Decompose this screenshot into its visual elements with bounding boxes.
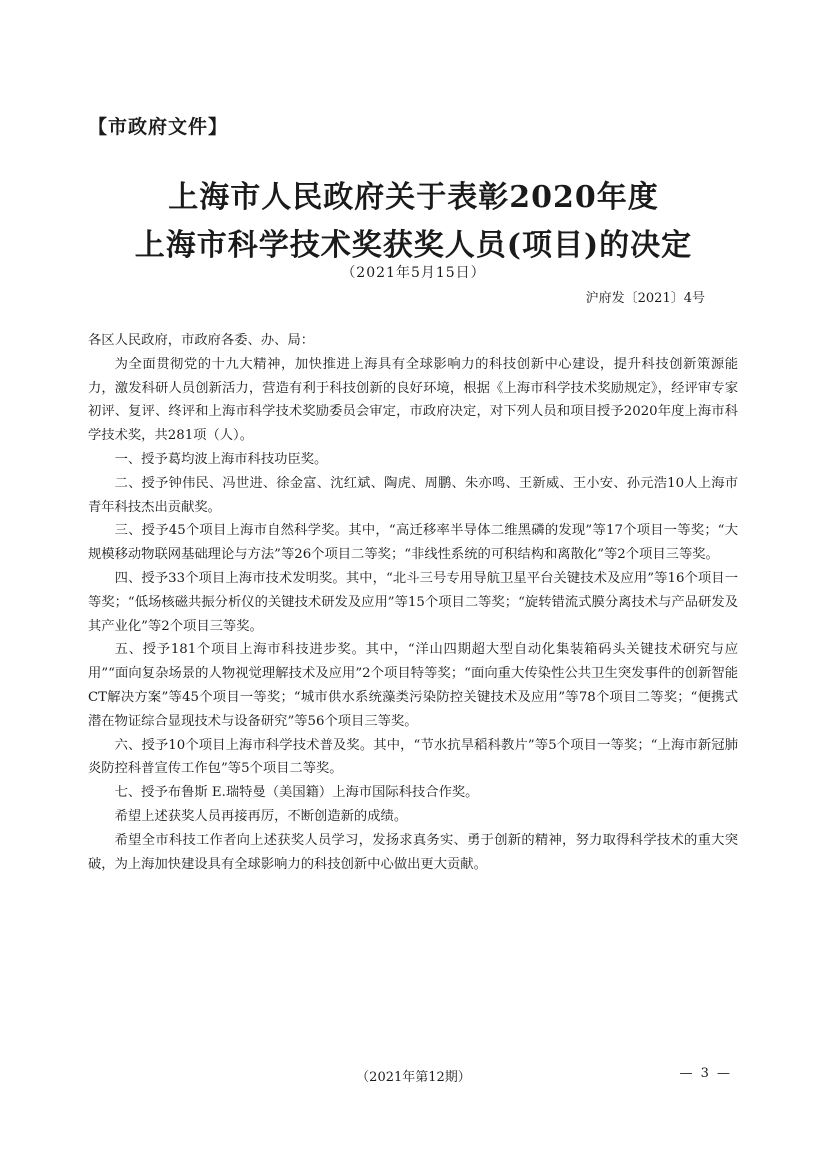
document-body [88, 329, 738, 876]
paragraph-item-5: 五、授予181个项目上海市科技进步奖。其中，“洋山四期超大型自动化集装箱码头关键技术研究与应用”“面向复杂场景的人物视觉理解技术及应用”2个项目特等奖；“面向重大传染性公共卫生突发事件的创新智能CT解决方案”等45个项目一等奖；“城市供水系统藻类污染防控关键技术及应用”等78个项目二等奖；“便携式潜在物证综合显现技术与设备研究”等56个项目三等奖。 [88, 642, 738, 729]
document-number: 沪府发〔2021〕4号 [585, 291, 705, 306]
paragraph-closing-1: 希望上述获奖人员再接再厉，不断创造新的成绩。 [114, 808, 408, 824]
section-tag: 【市政府文件】 [88, 116, 229, 138]
page-number: — 3 — [679, 1066, 732, 1081]
paragraph-item-6: 六、授予10个项目上海市科学技术普及奖。其中，“节水抗旱稻科教片”等5个项目一等奖；“上海市新冠肺炎防控科普宣传工作包”等5个项目二等奖。 [88, 737, 738, 777]
paragraph-closing-2: 希望全市科技工作者向上述获奖人员学习，发扬求真务实、勇于创新的精神，努力取得科学技术的重大突破，为上海加快建设具有全球影响力的科技创新中心做出更大贡献。 [88, 832, 738, 872]
paragraph-item-2: 二、授予钟伟民、冯世进、徐金富、沈红斌、陶虎、周鹏、朱亦鸣、王新威、王小安、孙元浩10人上海市青年科技杰出贡献奖。 [88, 475, 738, 515]
paragraph-item-1: 一、授予葛均波上海市科技功臣奖。 [114, 451, 328, 467]
document-title-line-1: 上海市人民政府关于表彰2020年度 [168, 180, 659, 215]
document-title-line-2: 上海市科学技术奖获奖人员(项目)的决定 [134, 228, 693, 263]
paragraph-preamble: 为全面贯彻党的十九大精神，加快推进上海具有全球影响力的科技创新中心建设，提升科技创新策源能力，激发科研人员创新活力，营造有利于科技创新的良好环境，根据《上海市科学技术奖励规定》，经评审专家初评、复评、终评和上海市科学技术奖励委员会审定，市政府决定，对下列人员和项目授予2020年度上海市科学技术奖，共281项（人）。 [88, 356, 738, 444]
paragraph-item-7: 七、授予布鲁斯 E.瑞特曼（美国籍）上海市国际科技合作奖。 [114, 785, 479, 801]
footer-issue: （2021年第12期） [356, 1070, 471, 1085]
paragraph-item-4: 四、授予33个项目上海市技术发明奖。其中，“北斗三号专用导航卫星平台关键技术及应用”等16个项目一等奖；“低场核磁共振分析仪的关键技术研发及应用”等15个项目二等奖；“旋转错流式膜分离技术与产品研发及其产业化”等2个项目三等奖。 [88, 570, 738, 634]
salutation: 各区人民政府，市政府各委、办、局： [88, 333, 315, 348]
paragraph-item-3: 三、授予45个项目上海市自然科学奖。其中，“高迁移率半导体二维黑磷的发现”等17个项目一等奖；“大规模移动物联网基础理论与方法”等26个项目二等奖；“非线性系统的可积结构和离散化”等2个项目三等奖。 [88, 523, 738, 563]
issue-date: （2021年5月15日） [341, 265, 486, 281]
